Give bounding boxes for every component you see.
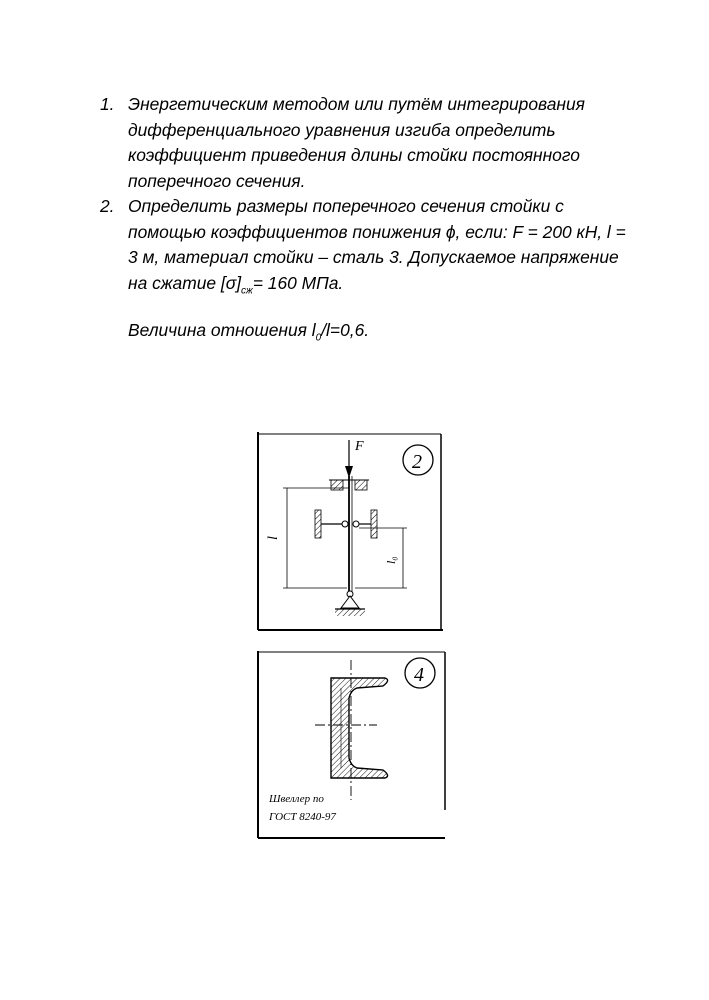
force-label: F xyxy=(355,439,364,454)
task-list xyxy=(100,92,640,303)
segment-label: l₀ xyxy=(384,556,398,564)
task-2-text: Определить размеры поперечного сечения стойки с помощью коэффициентов понижения ϕ, если: F = 200 кН, l = 3 м, материал стойки – сталь 3. Допускаемое напряжение на сжатие [σ] xyxy=(128,196,626,293)
task-1-text: Энергетическим методом или путём интегрирования дифференциального уравнения изгиба определить коэффициент приведения длины стойки постоянного поперечного сечения. xyxy=(128,94,585,191)
bottom-pin-support xyxy=(335,591,365,616)
ratio-prefix: Величина отношения l xyxy=(128,320,316,340)
task-2-text-tail: = 160 МПа. xyxy=(252,272,344,293)
sigma-subscript: сж xyxy=(241,284,253,296)
channel-profile xyxy=(331,678,388,778)
force-arrow xyxy=(345,440,353,478)
middle-lateral-support xyxy=(315,510,377,538)
segment-dimension xyxy=(355,528,407,588)
task-1 xyxy=(100,92,640,194)
task-2-number: 2. xyxy=(100,196,115,216)
ratio-subscript: 0 xyxy=(315,332,322,344)
figure-4-number: 4 xyxy=(414,664,424,686)
channel-section-figure xyxy=(255,650,447,840)
figure-2-number: 2 xyxy=(412,451,422,473)
ratio-suffix: /l=0,6. xyxy=(321,320,370,340)
task-1-number: 1. xyxy=(100,94,115,114)
task-2 xyxy=(100,194,640,303)
caption-line-2: ГОСТ 8240-97 xyxy=(269,811,336,823)
length-ratio xyxy=(128,320,369,343)
length-label: l xyxy=(266,536,281,540)
column-scheme-figure xyxy=(255,432,445,632)
caption-line-1: Швеллер по xyxy=(269,793,324,805)
